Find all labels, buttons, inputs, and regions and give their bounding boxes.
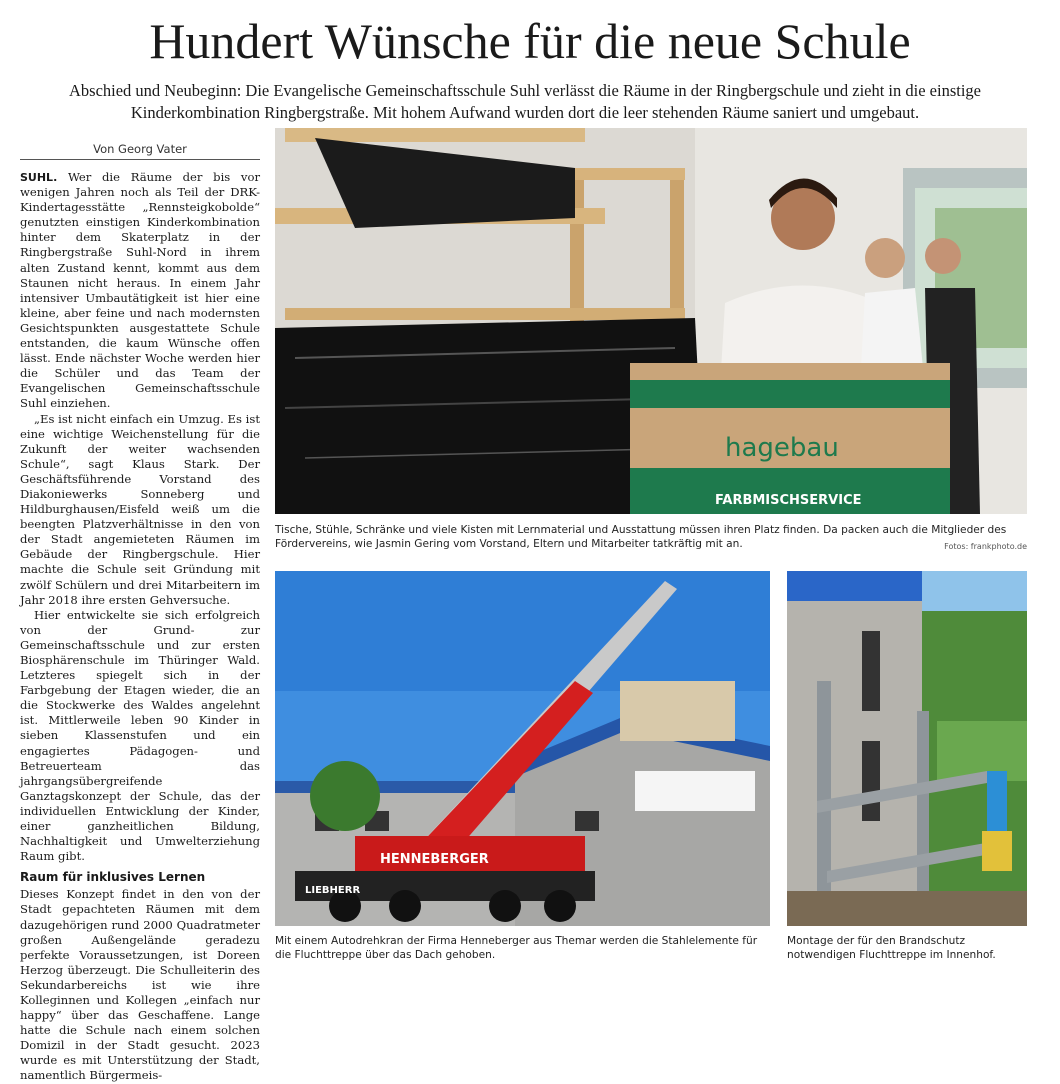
crane-label: HENNEBERGER: [380, 852, 489, 867]
paragraph-3: Hier entwickelte sie sich erfolgreich von der Grund- zur Gemeinschaftsschule und zur ersten Biosphärenschule im Thüringer Wald. Letzteres spiegelt sich in der Farbgebung der Etagen wieder, die an die Stockwerke des Waldes angelehnt ist. Mittlerweile leben 90 Kinder in sieben Klassenstufen und ein engagiertes Pädagogen- und Betreuerteam das jahrgangsübergreifende Ganztagskonzept der Schule, das der individuellen Entwicklung der Kinder, einer ganzheitlichen Bildung, Nachhaltigkeit und Umwelterziehung Raum gibt.: [20, 607, 260, 864]
caption-crane: Mit einem Autodrehkran der Firma Henneberger aus Themar werden die Stahlelemente für die Fluchttreppe über das Dach gehoben.: [275, 935, 758, 961]
paragraph-1-text: Wer die Räume der bis vor wenigen Jahren noch als Teil der DRK-Kindertagesstätte „Rennsteigkobolde“ genutzten einstigen Kinderkombination hinter dem Skaterplatz in der Ringbergstraße Suhl-Nord in ihrem alten Zustand kennt, kommt aus dem Staunen nicht heraus. In einem Jahr intensiver Umbautätigkeit ist hier eine kleine, aber feine und nach modernsten Gesichtspunkten ausgestattete Schule entstanden, die kaum Wünsche offen lässt. Ende nächster Woche werden hier die Schüler und das Team der Evangelischen Gemeinschaftsschule Suhl einziehen.: [20, 170, 260, 411]
article-column: [20, 170, 260, 1084]
box-brand: hagebau: [725, 433, 839, 463]
caption-moving-boxes: Tische, Stühle, Schränke und viele Kisten mit Lernmaterial und Ausstattung müssen ihren Platz finden. Da packen auch die Mitglieder des Fördervereins, wie Jasmin Gering vom Vorstand, Eltern und Mitarbeiter tatkräftig mit an.: [275, 524, 1007, 550]
photo-moving-boxes: [275, 128, 1027, 514]
paragraph-1: [20, 170, 260, 412]
byline: Von Georg Vater: [20, 142, 260, 160]
photo-crane-image: [275, 571, 770, 926]
photo-moving-boxes-image: [275, 128, 1027, 514]
box-label: FARBMISCHSERVICE: [715, 493, 862, 508]
photo-stairs: [787, 571, 1027, 926]
subheading: Raum für inklusives Lernen: [20, 870, 206, 885]
photo-stairs-image: [787, 571, 1027, 926]
paragraph-2: „Es ist nicht einfach ein Umzug. Es ist eine wichtige Weichenstellung für die Zukunft der weiter wachsenden Schule“, sagt Klaus Stark. Der Geschäftsführende Vorstand des Diakoniewerks Sonneberg und Hildburghausen/Eisfeld weiß um die beengten Platzverhältnisse in den von der Stadt angemieteten Räumen im Gebäude der Ringbergschule. Hier machte die Schule seit Gründung mit zwölf Schülern und drei Mitarbeitern im Jahr 2018 ihre ersten Gehversuche.: [20, 411, 260, 607]
truck-label: LIEBHERR: [305, 885, 361, 896]
headline: Hundert Wünsche für die neue Schule: [149, 13, 911, 69]
photo-credit: Fotos: frankphoto.de: [944, 542, 1027, 551]
dateline: SUHL.: [20, 171, 58, 184]
photo-crane: [275, 571, 770, 926]
caption-stairs: Montage der für den Brandschutz notwendigen Fluchttreppe im Innenhof.: [787, 935, 996, 961]
subhead: Abschied und Neubeginn: Die Evangelische Gemeinschaftsschule Suhl verlässt die Räume in der Ringbergschule und zieht in die einstige Kinderkombination Ringbergstraße. Mit hohem Aufwand wurden dort die leer stehenden Räume saniert und umgebaut.: [68, 81, 981, 122]
paragraph-4: Dieses Konzept findet in den von der Stadt gepachteten Räumen mit dem dazugehörigen rund 2000 Quadratmeter großen Außengelände geradezu perfekte Voraussetzungen, ist Doreen Herzog überzeugt. Die Schulleiterin des Sekundarbereichs ist wie ihre Kolleginnen und Kollegen „einfach nur happy“ über das Geschaffene. Lange hatte die Schule nach einem solchen Domizil in der Stadt gesucht. 2023 wurde es mit Unterstützung der Stadt, namentlich Bürgermeis-: [20, 887, 260, 1083]
